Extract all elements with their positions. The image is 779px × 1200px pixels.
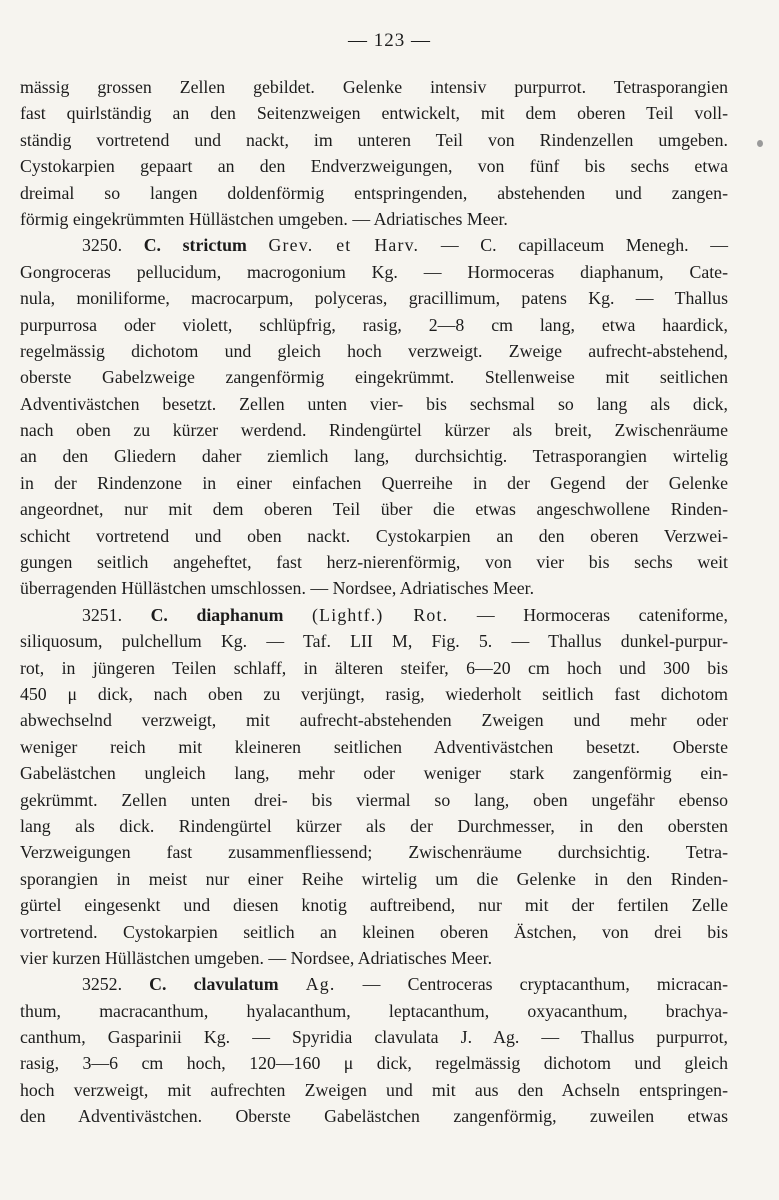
text-line: nula, moniliforme, macrocarpum, polyceras, gracillimum, patens Kg. — Thallus (20, 288, 728, 309)
text-line: Cystokarpien gepaart an den Endverzweigungen, von fünf bis sechs etwa (20, 156, 728, 177)
entry-number: 3252. (82, 974, 123, 995)
text-line: Gongroceras pellucidum, macrogonium Kg. — Hormoceras diaphanum, Cate- (20, 261, 728, 282)
text-line: gürtel eingesenkt und diesen knotig auftreibend, nur mit der fertilen Zelle (20, 895, 728, 916)
text-line: siliquosum, pulchellum Kg. — Taf. LII M, Fig. 5. — Thallus dunkel-purpur- (20, 631, 728, 652)
species-author: (Lightf.) Rot. (312, 604, 449, 625)
text-line: oberste Gabelzweige zangenförmig eingekrümmt. Stellenweise mit seitlichen (20, 367, 728, 388)
text-line: den Adventivästchen. Oberste Gabelästchen zangenförmig, zuweilen etwas (20, 1106, 728, 1127)
text-line: in der Rindenzone in einer einfachen Querreihe in der Gegend der Gelenke (20, 472, 728, 493)
text-line: förmig eingekrümmten Hüllästchen umgeben. — Adriatisches Meer. (20, 208, 508, 229)
text-line: gekrümmt. Zellen unten drei- bis viermal so lang, oben ungefähr ebenso (20, 789, 728, 810)
text-line: nach oben zu kürzer werdend. Rindengürtel kürzer als breit, Zwischenräume (20, 420, 728, 441)
text-line: regelmässig dichotom und gleich hoch verzweigt. Zweige aufrecht-abstehend, (20, 340, 728, 361)
text-line: canthum, Gasparinii Kg. — Spyridia clavulata J. Ag. — Thallus purpurrot, (20, 1027, 728, 1048)
species-name: C. strictum (143, 235, 247, 256)
text-line: rasig, 3—6 cm hoch, 120—160 μ dick, regelmässig dichotom und gleich (20, 1053, 728, 1074)
text-line: dreimal so langen doldenförmig entspringenden, abstehenden und zangen- (20, 182, 728, 203)
text-line: Gabelästchen ungleich lang, mehr oder weniger stark zangenförmig ein- (20, 763, 728, 784)
text-line: vier kurzen Hüllästchen umgeben. — Nordsee, Adriatisches Meer. (20, 947, 493, 968)
text-line: Adventivästchen besetzt. Zellen unten vier- bis sechsmal so lang als dick, (20, 393, 728, 414)
text-line: rot, in jüngeren Teilen schlaff, in älteren steifer, 6—20 cm hoch und 300 bis (20, 657, 728, 678)
text-line: an den Gliedern daher ziemlich lang, durchsichtig. Tetrasporangien wirtelig (20, 446, 728, 467)
text-line: hoch verzweigt, mit aufrechten Zweigen und mit aus den Achseln entspringen- (20, 1079, 728, 1100)
text-line: angeordnet, nur mit dem oberen Teil über die etwas angeschwollene Rinden- (20, 499, 728, 520)
entry-number: 3251. (82, 604, 123, 625)
entry-heading-line (20, 232, 728, 258)
text-line: fast quirlständig an den Seitenzweigen entwickelt, mit dem oberen Teil voll- (20, 103, 728, 124)
species-author: Grev. et Harv. (268, 235, 420, 256)
species-name: C. clavulatum (149, 974, 279, 995)
entry-number: 3250. (82, 235, 123, 256)
text-line: mässig grossen Zellen gebildet. Gelenke intensiv purpurrot. Tetrasporangien (20, 77, 728, 97)
text-line: purpurrosa oder violett, schlüpfrig, rasig, 2—8 cm lang, etwa haardick, (20, 314, 728, 335)
synonyms-text: — Centroceras cryptacanthum, micracan- (362, 974, 728, 995)
synonyms-text: — C. capillaceum Menegh. — (440, 235, 728, 256)
text-line: 450 μ dick, nach oben zu verjüngt, rasig, wiederholt seitlich fast dichotom (20, 683, 728, 704)
text-line: thum, macracanthum, hyalacanthum, leptacanthum, oxyacanthum, brachya- (20, 1000, 728, 1021)
ink-speck (757, 140, 763, 147)
text-line: schicht vortretend und oben nackt. Cystokarpien an den oberen Verzwei- (20, 525, 728, 546)
text-line: weniger reich mit kleineren seitlichen Adventivästchen besetzt. Oberste (20, 736, 728, 757)
page-number: — 123 — (348, 30, 431, 51)
text-line: sporangien in meist nur einer Reihe wirtelig um die Gelenke in den Rinden- (20, 868, 728, 889)
text-line: abwechselnd verzweigt, mit aufrecht-abstehenden Zweigen und mehr oder (20, 710, 728, 731)
text-line: ständig vortretend und nackt, im unteren Teil von Rindenzellen umgeben. (20, 129, 728, 150)
species-name: C. diaphanum (150, 604, 284, 625)
text-line: Verzweigungen fast zusammenfliessend; Zwischenräume durchsichtig. Tetra- (20, 842, 728, 863)
text-line: lang als dick. Rindengürtel kürzer als der Durchmesser, in den obersten (20, 815, 728, 836)
text-line: vortretend. Cystokarpien seitlich an kleinen oberen Ästchen, von drei bis (20, 921, 728, 942)
synonyms-text: — Hormoceras cateniforme, (476, 604, 729, 625)
text-line: überragenden Hüllästchen umschlossen. — Nordsee, Adriatisches Meer. (20, 578, 535, 599)
body-text (20, 74, 728, 1130)
species-author: Ag. (305, 974, 336, 995)
text-line: gungen seitlich angeheftet, fast herz-nierenförmig, von vier bis sechs weit (20, 552, 728, 573)
entry-heading-line (20, 971, 728, 997)
entry-heading-line (20, 602, 728, 628)
